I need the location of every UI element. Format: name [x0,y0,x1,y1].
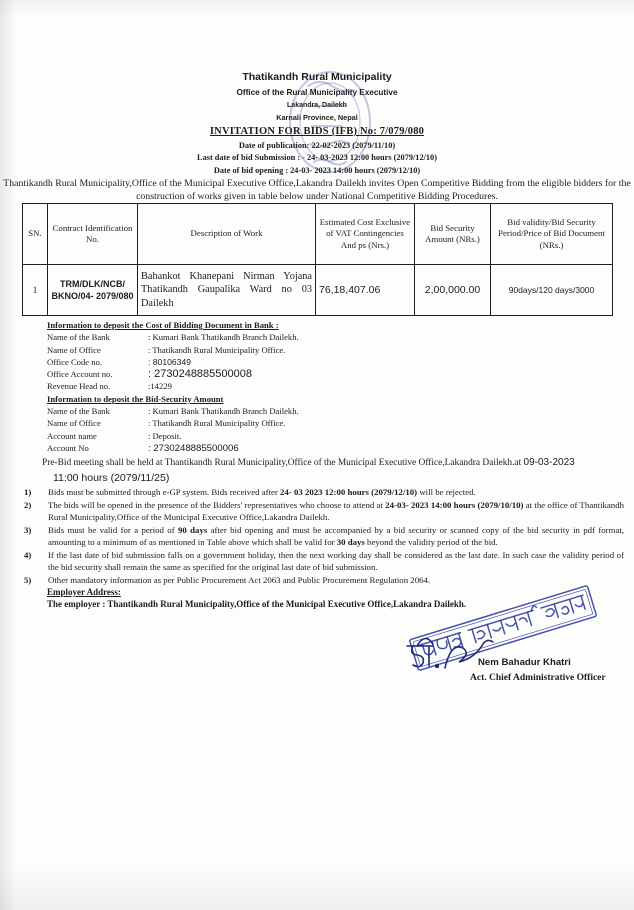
info-label: Account No [47,442,89,453]
condition-number: 2) [24,500,32,510]
list-item [24,486,624,498]
info-value: : 2730248885500006 [148,442,239,454]
condition-text [48,549,624,573]
condition-text [48,524,624,548]
info-label: Name of Office [47,344,101,355]
conditions-list [24,486,624,587]
info-label: Name of the Bank [47,332,110,343]
signatory-name: Nem Bahadur Khatri [478,657,571,668]
prebid-meeting-note [42,455,626,486]
security-deposit-heading: Information to deposit the Bid-Security Amount [47,393,224,404]
header-description: Description of Work [138,204,316,265]
info-value: : Thatikandh Rural Municipality Office. [148,344,286,355]
cost-deposit-heading: Information to deposit the Cost of Bidding Document in Bank : [47,320,279,330]
info-row [47,442,607,454]
condition-text-part: at the office of Thantikandh Rural Municipality,Office of the Municipal Executive Office,Lakandra Dailekh. [48,500,625,522]
condition-text-part: Bids must be valid for a period of [48,525,178,535]
table-row [23,265,613,316]
info-label: Name of Office [47,418,101,429]
cell-contract-id: TRM/DLK/NCB/ BKNO/04- 2079/080 [48,265,138,316]
cell-sn: 1 [23,265,48,316]
condition-text-emphasis: 24-03- 2023 14:00 hours (2079/10/10) [385,500,524,510]
signatory-title: Act. Chief Administrative Officer [470,673,606,683]
bank-info [47,319,607,454]
info-label: Office Code no. [47,356,102,367]
office-name: Office of the Rural Municipality Executive [236,88,398,97]
province-name: Karnali Province, Nepal [276,113,358,122]
intro-paragraph: Thantikandh Rural Municipality,Office of the Municipal Executive Office,Lakandra Dailekh invites Open Competitive Bidding from the eligible bidders for the construction of works given in table below under National Competitive Bidding Procedures. [3,178,631,202]
info-row [47,405,607,417]
condition-text-part: The bids will be opened in the presence of the Bidders' representatives who choose to attend at [48,500,386,510]
office-seal-stamp [280,66,380,184]
submission-deadline: Last date of bid Submission : - 24- 03-2023 12:00 hours (2079/12/10) [197,153,437,162]
info-row [47,331,607,343]
condition-text-part: Other mandatory information as per Public Procurement Act 2063 and Public Procurement Regulation 2064. [48,575,431,585]
header-estimated-cost: Estimated Cost Exclusive of VAT Contingencies And ps (Nrs.) [316,204,415,265]
prebid-time: 11:00 hours (2079/11/25) [53,472,170,484]
condition-number: 3) [24,525,32,535]
condition-text-part: beyond the validity period of the bid. [364,537,498,547]
condition-text-emphasis: 30 days [336,537,365,547]
office-location: Lakandra, Dailekh [287,102,347,109]
info-value: :14229 [148,381,172,392]
info-row [47,368,607,380]
employer-address: The employer : Thantikandh Rural Municipality,Office of the Municipal Executive Office,Lakandra Dailekh. [47,599,467,609]
condition-number: 5) [24,575,32,585]
info-row [47,356,607,368]
info-label: Account name [47,430,97,441]
prebid-date: 09-03-2023 [523,457,575,468]
cell-validity: 90days/120 days/3000 [491,265,613,316]
condition-number: 4) [24,550,32,560]
condition-text-part: after bid opening and must be accompanied by a bid security or scanned copy of the bid security in pdf format, amounting to a minimum of as mentioned in Table above which shall be valid for [48,525,625,547]
table-header-row [23,204,613,265]
list-item [24,499,624,523]
list-item [24,524,624,548]
info-value: : 2730248885500008 [148,368,252,381]
info-value: : Thatikandh Rural Municipality Office. [148,418,286,429]
header-validity: Bid validity/Bid Security Period/Price of Bid Document (NRs.) [491,204,613,265]
header-bid-security: Bid Security Amount (NRs.) [415,204,491,265]
info-row [47,380,607,392]
cell-description: Bahankot Khanepani Nirman Yojana Thatikandh Gaupalika Ward no 03 Dailekh [138,265,316,316]
bid-opening-date: Date of bid opening : 24-03- 2023 14:00 hours (2079/12/10) [213,166,421,175]
condition-text-part: If the last date of bid submission falls on a government holiday, then the next working day shall be considered as the last date. In such case the validity period of the bid security shall remain the same as specified for the original last date of bid submission. [48,550,624,572]
bid-table [22,203,613,316]
info-value: : Kumari Bank Thatikandh Branch Dailekh. [148,406,299,417]
info-row [47,417,607,429]
list-item [24,549,624,573]
info-value: : 80106349 [148,356,192,367]
publication-date: Date of publication: 22-02-2023 (2079/11/10) [238,141,396,150]
info-label: Name of the Bank [47,406,110,417]
info-value: : Deposit. [148,430,182,441]
condition-number: 1) [24,487,32,497]
cell-estimated-cost: 76,18,407.06 [316,265,415,316]
cell-bid-security: 2,00,000.00 [415,265,491,316]
info-label: Office Account no. [47,369,113,380]
prebid-text: Pre-Bid meeting shall be held at Thantikandh Rural Municipality,Office of the Municipal Executive Office,Lakandra Dailekh.at [42,458,524,468]
info-row [47,430,607,442]
condition-text [48,499,624,523]
info-row [47,344,607,356]
condition-text-part: will be rejected. [417,487,476,497]
municipality-name: Thatikandh Rural Municipality [242,71,392,83]
info-label: Revenue Head no. [47,381,111,392]
info-value: : Kumari Bank Thatikandh Branch Dailekh. [148,332,299,343]
condition-text-part: Bids must be submitted through e-GP system. Bids received after [48,487,281,497]
employer-address-heading: Employer Address: [47,587,121,597]
condition-text-emphasis: 24- 03 2023 12:00 hours (2079/12/10) [280,487,418,497]
ifb-title: INVITATION FOR BIDS (IFB) No: 7/079/080 [209,126,425,137]
condition-text [48,486,624,498]
condition-text-emphasis: 90 days [178,525,208,535]
header-sn: SN. [23,204,48,265]
header-contract-id: Contract Identification No. [48,204,138,265]
